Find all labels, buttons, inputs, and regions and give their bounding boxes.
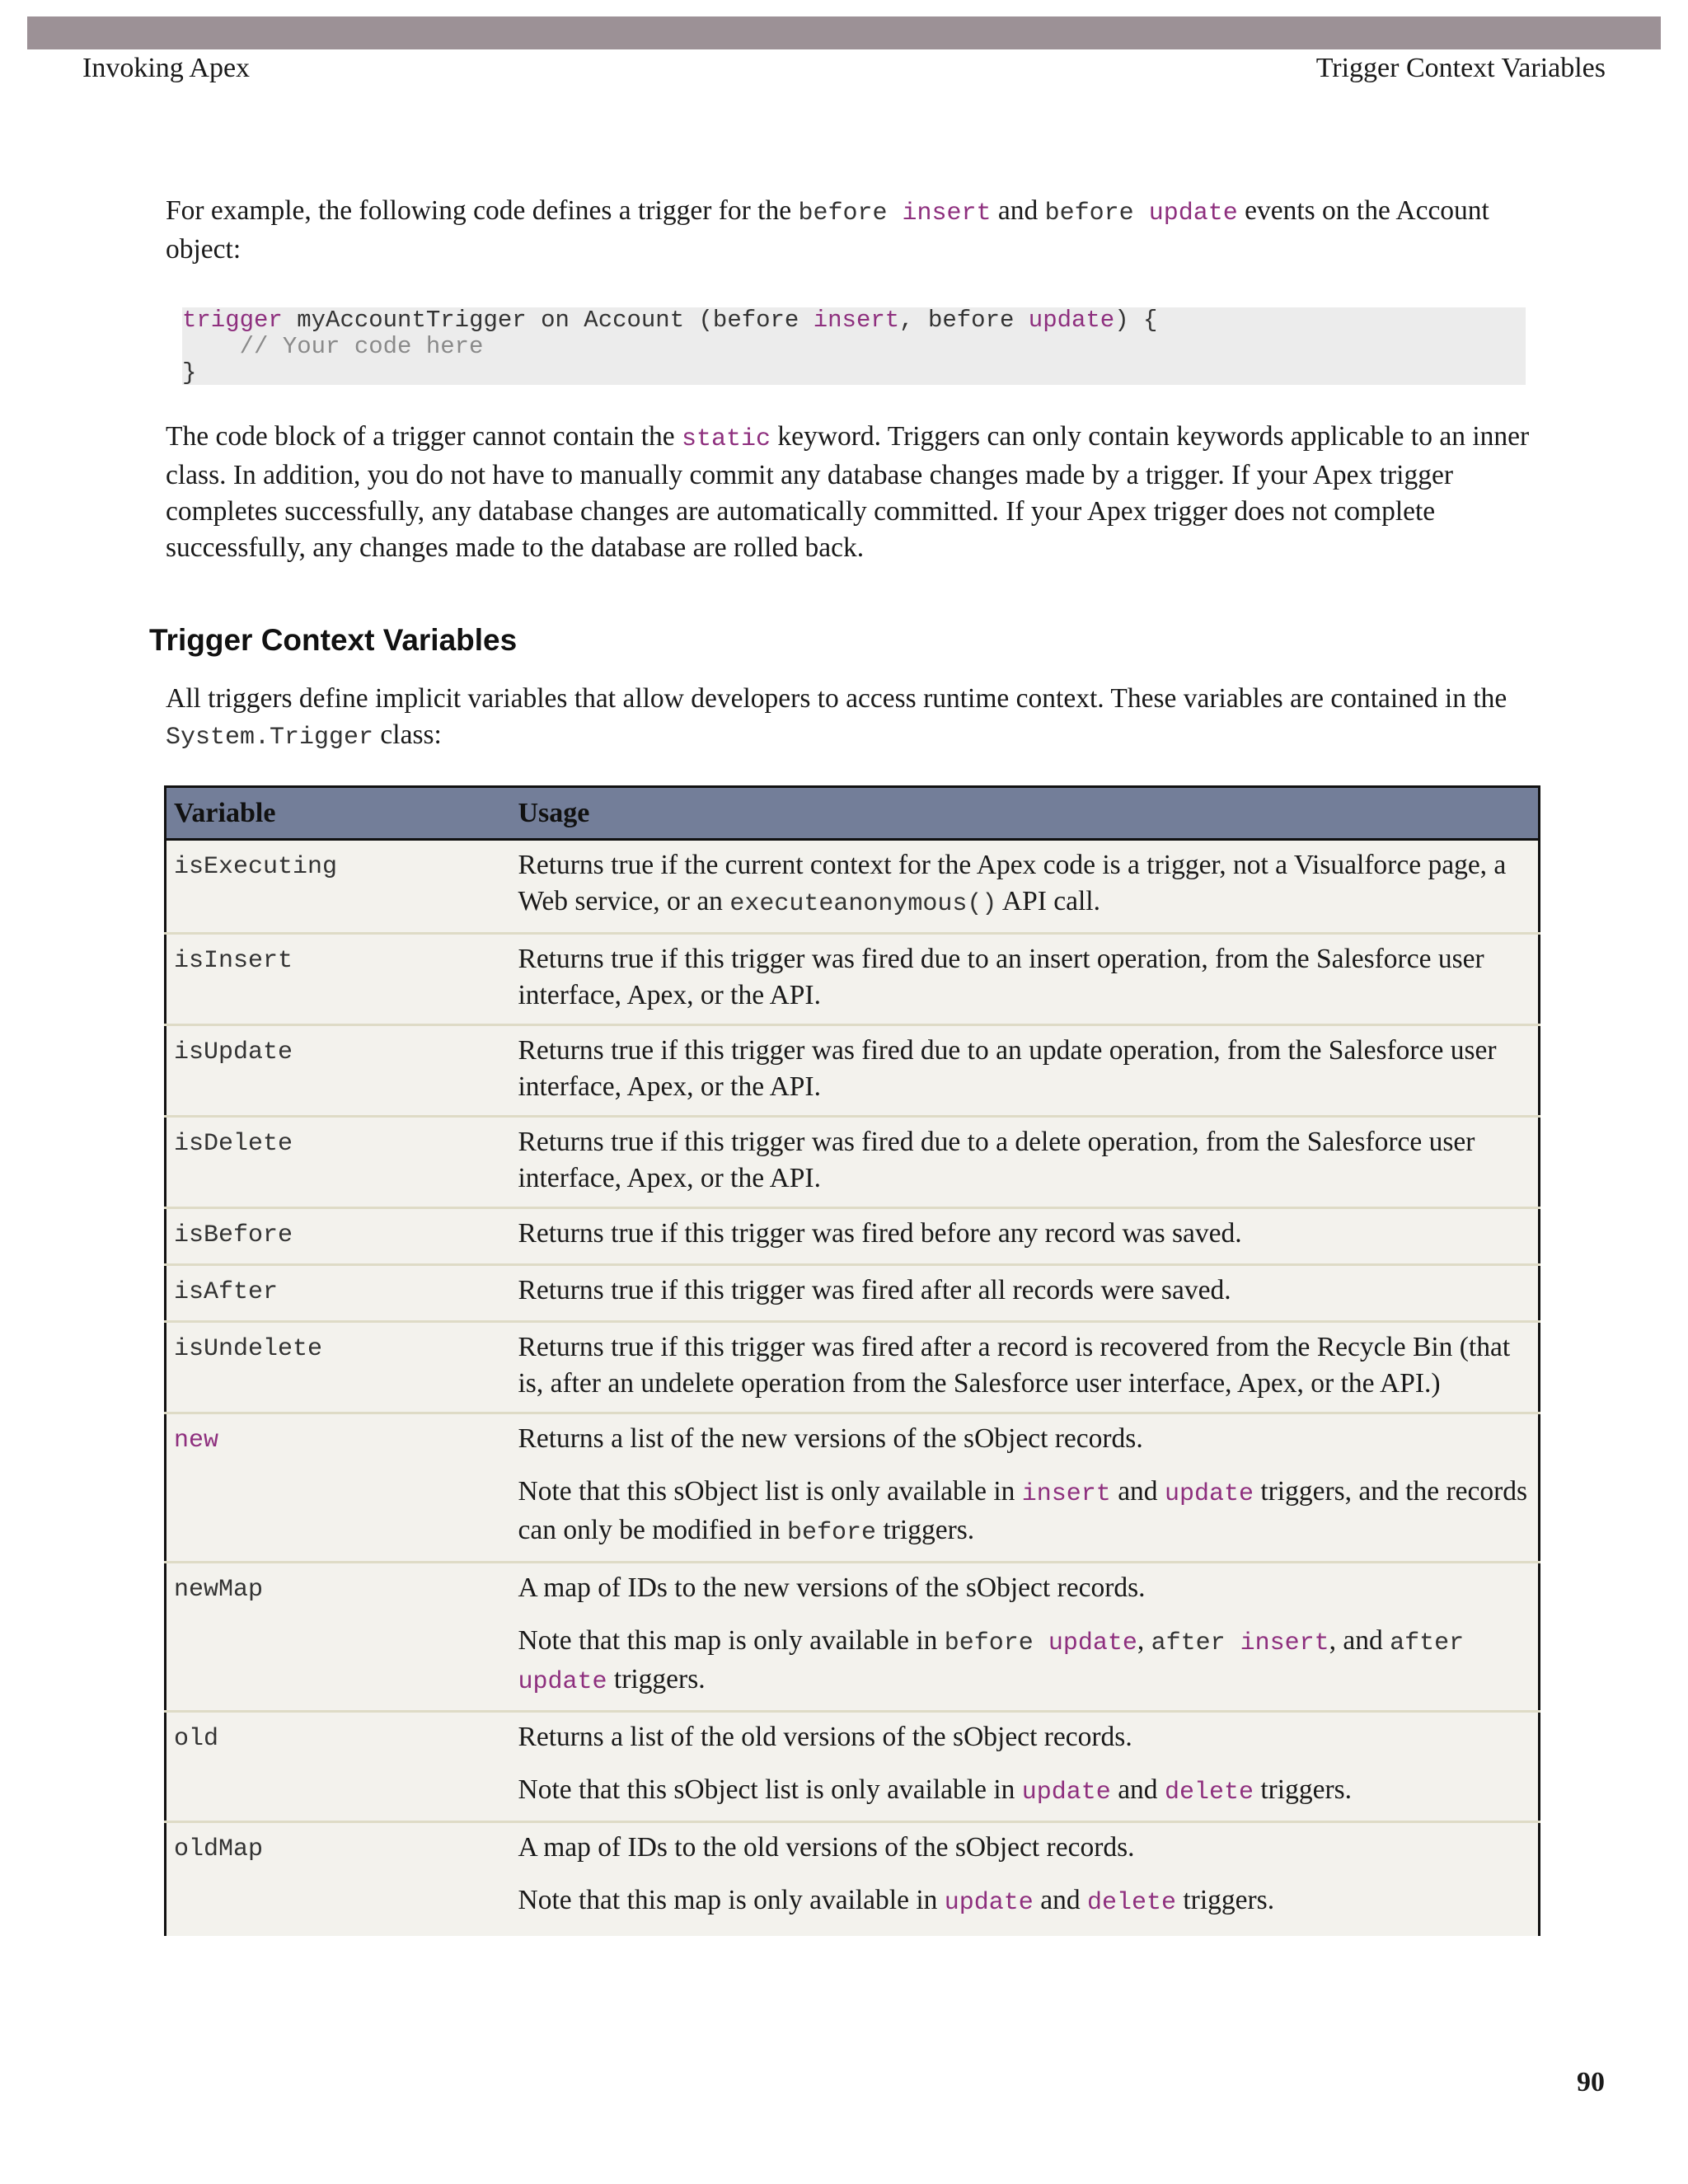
variable-usage <box>511 1563 1540 1712</box>
header-bar <box>27 16 1661 49</box>
usage-code: executeanonymous() <box>729 890 997 918</box>
intro-text: and <box>991 195 1045 226</box>
paragraph-text: The code block of a trigger cannot contain the <box>166 421 682 452</box>
usage-text: A map of IDs to the new versions of the sObject records. <box>518 1572 1146 1603</box>
usage-text: API call. <box>996 886 1100 916</box>
code-text: myAccountTrigger on Account (before <box>282 307 814 334</box>
code-system-trigger: System.Trigger <box>166 724 374 752</box>
note-code: after <box>1390 1629 1465 1657</box>
code-text: , before <box>899 307 1029 334</box>
note-text: triggers. <box>1253 1774 1353 1805</box>
usage-note <box>518 1882 1532 1921</box>
variable-usage: Returns true if this trigger was fired after all records were saved. <box>511 1265 1540 1322</box>
note-text: Note that this map is only available in <box>518 1885 945 1915</box>
variable-usage: Returns true if this trigger was fired due to a delete operation, from the Salesforce user interface, Apex, or the API. <box>511 1117 1540 1208</box>
code-static: static <box>682 425 771 453</box>
code-keyword: trigger <box>182 307 283 334</box>
table-row <box>166 840 1540 934</box>
usage-text: Returns true if the current context for the Apex code is a trigger, not a Visualforce page, a Web service, or an <box>518 850 1507 916</box>
note-code: insert <box>1240 1629 1329 1657</box>
note-text: triggers. <box>607 1664 706 1694</box>
variable-usage <box>511 1413 1540 1563</box>
note-text: and <box>1110 1476 1165 1507</box>
variable-name: isUndelete <box>166 1322 511 1413</box>
variable-name: isExecuting <box>166 840 511 934</box>
variable-name: old <box>166 1712 511 1822</box>
code-update: update <box>1148 199 1238 227</box>
note-text: , <box>1137 1625 1151 1656</box>
column-header-usage: Usage <box>511 787 1540 840</box>
table-row <box>166 1413 1540 1563</box>
note-text: triggers, and the records can only be modified in <box>518 1476 1528 1545</box>
code-keyword: update <box>1028 307 1115 334</box>
context-intro-paragraph <box>166 681 1544 756</box>
usage-note <box>518 1623 1532 1700</box>
section-heading: Trigger Context Variables <box>149 623 518 657</box>
variable-name: oldMap <box>166 1822 511 1937</box>
note-code: insert <box>1021 1480 1111 1508</box>
intro-text: events on the Account object: <box>166 195 1489 265</box>
variable-usage: Returns true if this trigger was fired before any record was saved. <box>511 1208 1540 1265</box>
usage-note <box>518 1772 1532 1811</box>
note-code: before <box>944 1629 1048 1657</box>
variable-name: isAfter <box>166 1265 511 1322</box>
table-row <box>166 1265 1540 1322</box>
note-text: and <box>1110 1774 1165 1805</box>
variable-usage: Returns true if this trigger was fired due to an insert operation, from the Salesforce user interface, Apex, or the API. <box>511 934 1540 1025</box>
note-code: delete <box>1164 1779 1254 1807</box>
code-block <box>182 307 1526 385</box>
note-code: update <box>518 1668 607 1696</box>
variable-usage: Returns true if this trigger was fired after a record is recovered from the Recycle Bin (that is, after an undelete operation from the Salesforce user interface, Apex, or the API.) <box>511 1322 1540 1413</box>
note-text: triggers. <box>1175 1885 1275 1915</box>
intro-paragraph <box>166 193 1544 268</box>
table-row <box>166 1117 1540 1208</box>
note-code: update <box>1164 1480 1254 1508</box>
trigger-rules-paragraph <box>166 419 1544 566</box>
usage-text: Returns a list of the new versions of the sObject records. <box>518 1423 1143 1454</box>
variable-usage: Returns true if this trigger was fired due to an update operation, from the Salesforce user interface, Apex, or the API. <box>511 1025 1540 1117</box>
variable-name: isBefore <box>166 1208 511 1265</box>
note-code: before <box>787 1519 877 1547</box>
note-text: Note that this sObject list is only available in <box>518 1476 1022 1507</box>
code-line-3: } <box>182 359 197 387</box>
table-row <box>166 1563 1540 1712</box>
variable-name: isInsert <box>166 934 511 1025</box>
variable-usage <box>511 840 1540 934</box>
table-row <box>166 1025 1540 1117</box>
code-line-1 <box>182 307 1526 334</box>
table-row <box>166 934 1540 1025</box>
paragraph-text: class: <box>373 719 442 750</box>
usage-text: Returns a list of the old versions of the sObject records. <box>518 1722 1132 1752</box>
note-text: , and <box>1329 1625 1390 1656</box>
variable-name: isDelete <box>166 1117 511 1208</box>
note-text: Note that this map is only available in <box>518 1625 945 1656</box>
usage-text: A map of IDs to the old versions of the sObject records. <box>518 1832 1135 1863</box>
usage-note <box>518 1474 1532 1551</box>
note-code: update <box>1048 1629 1137 1657</box>
column-header-variable: Variable <box>166 787 511 840</box>
table-row <box>166 1322 1540 1413</box>
code-text: ) { <box>1114 307 1158 334</box>
note-code: update <box>944 1889 1034 1917</box>
table-row <box>166 1712 1540 1822</box>
variable-name: new <box>166 1413 511 1563</box>
paragraph-text: keyword. Triggers can only contain keywords applicable to an inner class. In addition, you do not have to manually commit any database changes made by a trigger. If your Apex trigger completes successfully, any database changes are automatically committed. If your Apex trigger does not complete successfully, any changes made to the database are rolled back. <box>166 421 1530 563</box>
variable-name: isUpdate <box>166 1025 511 1117</box>
variable-name: newMap <box>166 1563 511 1712</box>
chapter-title: Invoking Apex <box>82 53 251 83</box>
intro-text: For example, the following code defines a trigger for the <box>166 195 799 226</box>
table-row <box>166 1208 1540 1265</box>
note-text: triggers. <box>876 1515 975 1545</box>
note-text: Note that this sObject list is only available in <box>518 1774 1022 1805</box>
paragraph-text: All triggers define implicit variables that allow developers to access runtime context. These variables are contained in the <box>166 683 1507 714</box>
note-code: after <box>1151 1629 1240 1657</box>
code-before: before <box>798 199 903 227</box>
code-keyword: insert <box>813 307 900 334</box>
code-line-2: // Your code here <box>182 333 484 360</box>
code-insert: insert <box>902 199 992 227</box>
table-row <box>166 1822 1540 1937</box>
variable-usage <box>511 1822 1540 1937</box>
table-header-row <box>166 787 1540 840</box>
page-number: 90 <box>1577 2067 1605 2097</box>
note-code: delete <box>1086 1889 1176 1917</box>
note-text: and <box>1033 1885 1087 1915</box>
note-code: update <box>1021 1779 1111 1807</box>
code-before: before <box>1044 199 1149 227</box>
section-running-head: Trigger Context Variables <box>1315 53 1606 83</box>
context-variables-table <box>164 785 1540 1936</box>
variable-usage <box>511 1712 1540 1822</box>
